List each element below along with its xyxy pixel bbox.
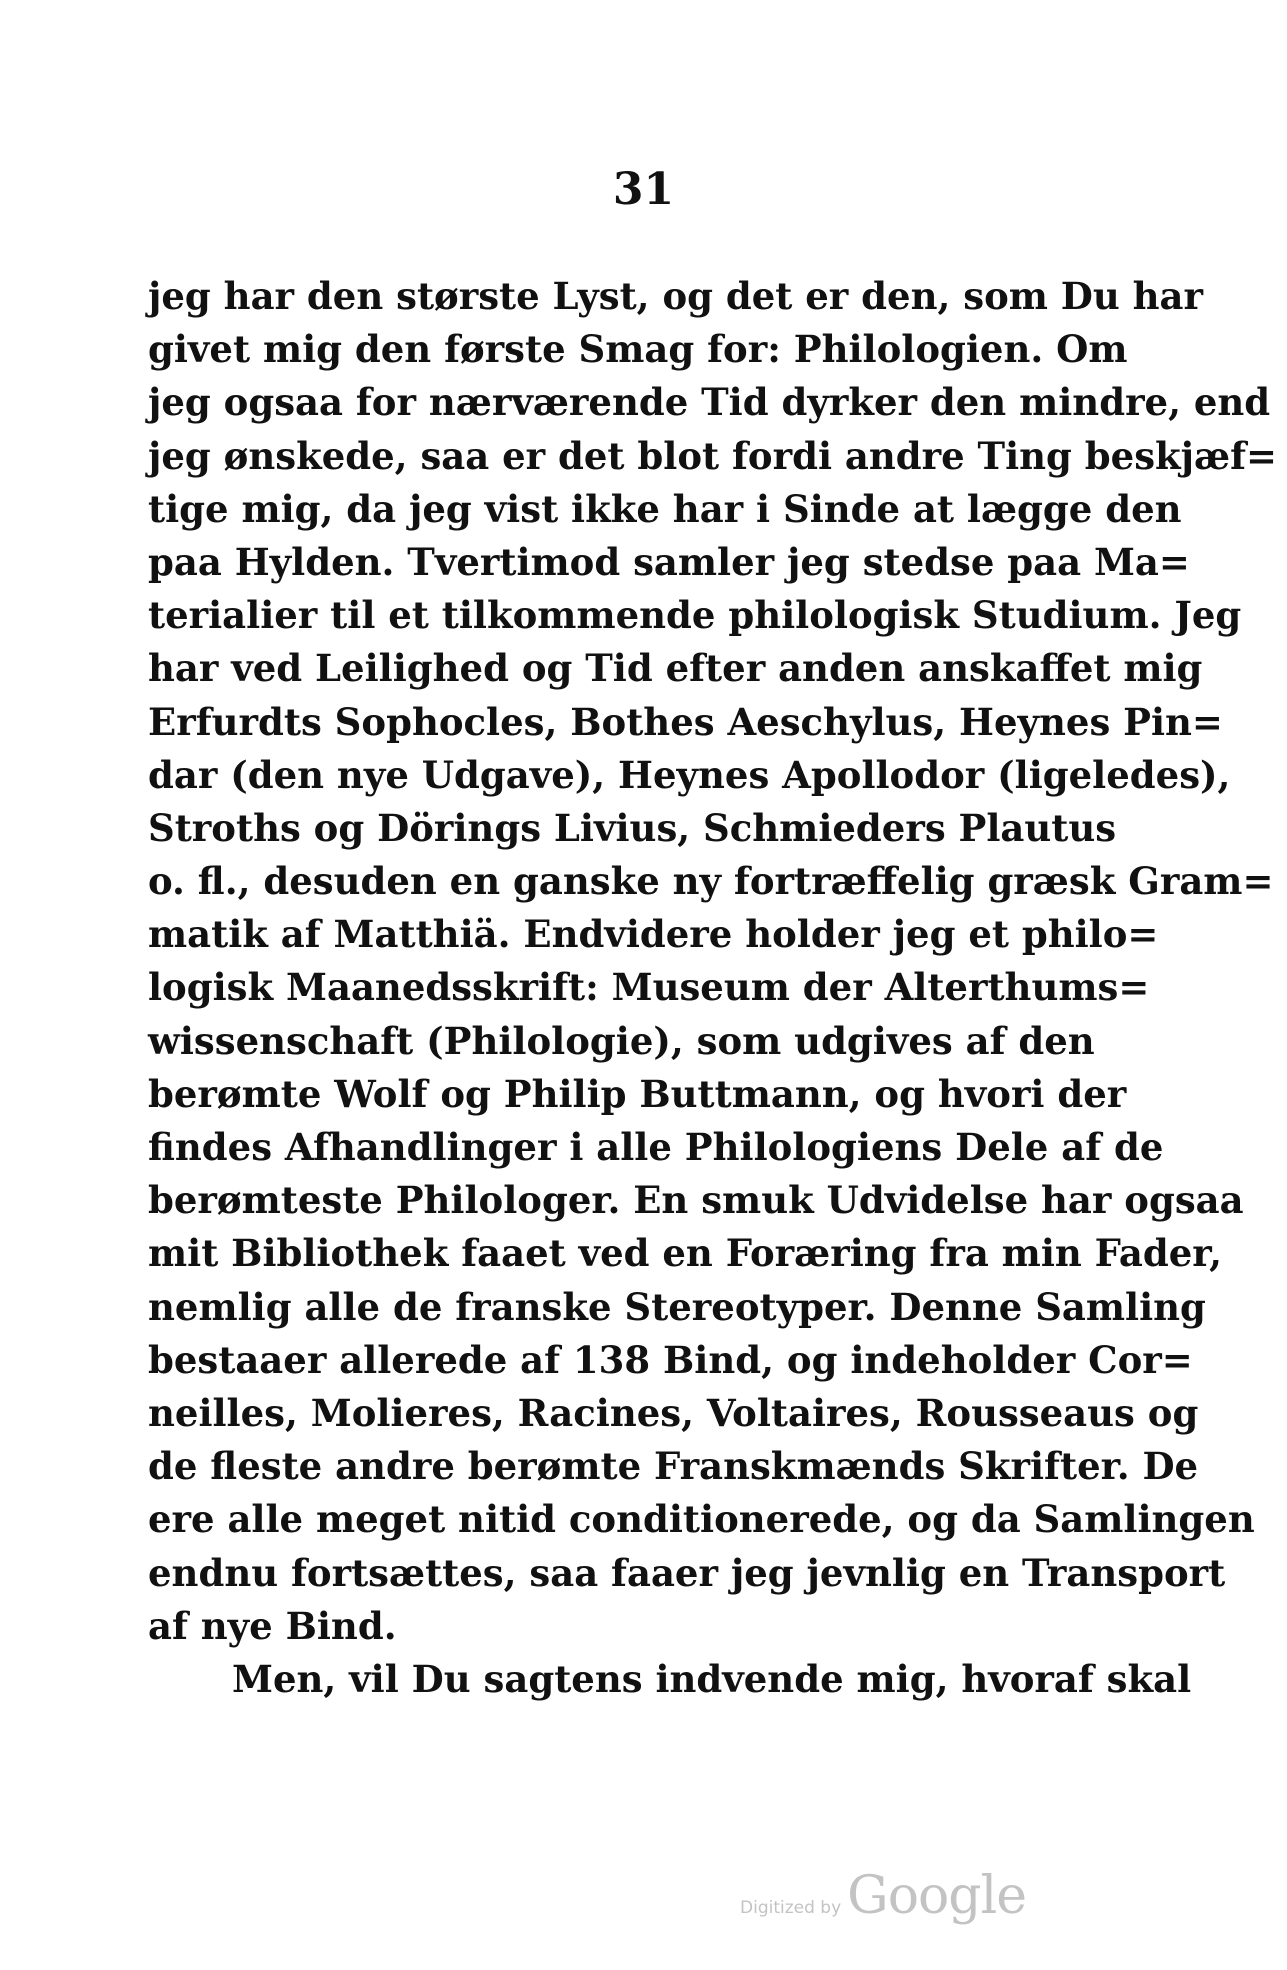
text-line: dar (den nye Udgave), Heynes Apollodor (ligeledes),: [148, 752, 1231, 797]
text-line: o. fl., desuden en ganske ny fortræffelig græsk Gram=: [148, 859, 1274, 904]
text-line: neilles, Molieres, Racines, Voltaires, Rousseaus og: [148, 1390, 1199, 1435]
page-number: 31: [612, 164, 675, 215]
text-line: tige mig, da jeg vist ikke har i Sinde at lægge den: [148, 486, 1182, 531]
text-line: paa Hylden. Tvertimod samler jeg stedse paa Ma=: [148, 539, 1190, 584]
text-line: Stroths og Dörings Livius, Schmieders Plautus: [148, 805, 1117, 850]
text-line: findes Afhandlinger i alle Philologiens Dele af de: [148, 1125, 1164, 1169]
text-line: bestaaer allerede af 138 Bind, og indeholder Cor=: [148, 1337, 1193, 1382]
text-line: terialier til et tilkommende philologisk Studium. Jeg: [148, 593, 1242, 638]
paragraph-start-line: Men, vil Du sagtens indvende mig, hvoraf skal: [232, 1656, 1192, 1701]
text-line: berømteste Philologer. En smuk Udvidelse har ogsaa: [148, 1178, 1244, 1223]
watermark-brand: Google: [847, 1866, 1026, 1926]
paragraph-end-line: af nye Bind.: [148, 1603, 397, 1648]
watermark-prefix: Digitized by: [740, 1898, 842, 1918]
text-line: mit Bibliothek faaet ved en Foræring fra min Fader,: [148, 1231, 1222, 1276]
text-line: givet mig den første Smag for: Philologien. Om: [148, 327, 1128, 372]
text-line: berømte Wolf og Philip Buttmann, og hvori der: [148, 1071, 1127, 1116]
text-line: endnu fortsættes, saa faaer jeg jevnlig en Transport: [148, 1550, 1226, 1595]
text-line: Erfurdts Sophocles, Bothes Aeschylus, Heynes Pin=: [148, 699, 1223, 744]
text-line: har ved Leilighed og Tid efter anden anskaffet mig: [148, 646, 1203, 691]
text-line: jeg ønskede, saa er det blot fordi andre Ting beskjæf=: [148, 433, 1278, 478]
text-line: nemlig alle de franske Stereotyper. Denne Samling: [148, 1284, 1206, 1329]
text-line: matik af Matthiä. Endvidere holder jeg et philo=: [148, 912, 1159, 957]
text-line: de fleste andre berømte Franskmænds Skrifter. De: [148, 1444, 1199, 1489]
text-line: jeg har den største Lyst, og det er den, som Du har: [148, 274, 1204, 318]
text-line: logisk Maanedsskrift: Museum der Alterthums=: [148, 965, 1150, 1010]
body-text: [148, 270, 1278, 1706]
text-line: ere alle meget nitid conditionerede, og da Samlingen: [148, 1497, 1255, 1542]
digitized-by-google-watermark: [740, 1866, 1026, 1926]
text-line: jeg ogsaa for nærværende Tid dyrker den mindre, end: [148, 380, 1271, 425]
text-line: wissenschaft (Philologie), som udgives af den: [148, 1018, 1095, 1063]
